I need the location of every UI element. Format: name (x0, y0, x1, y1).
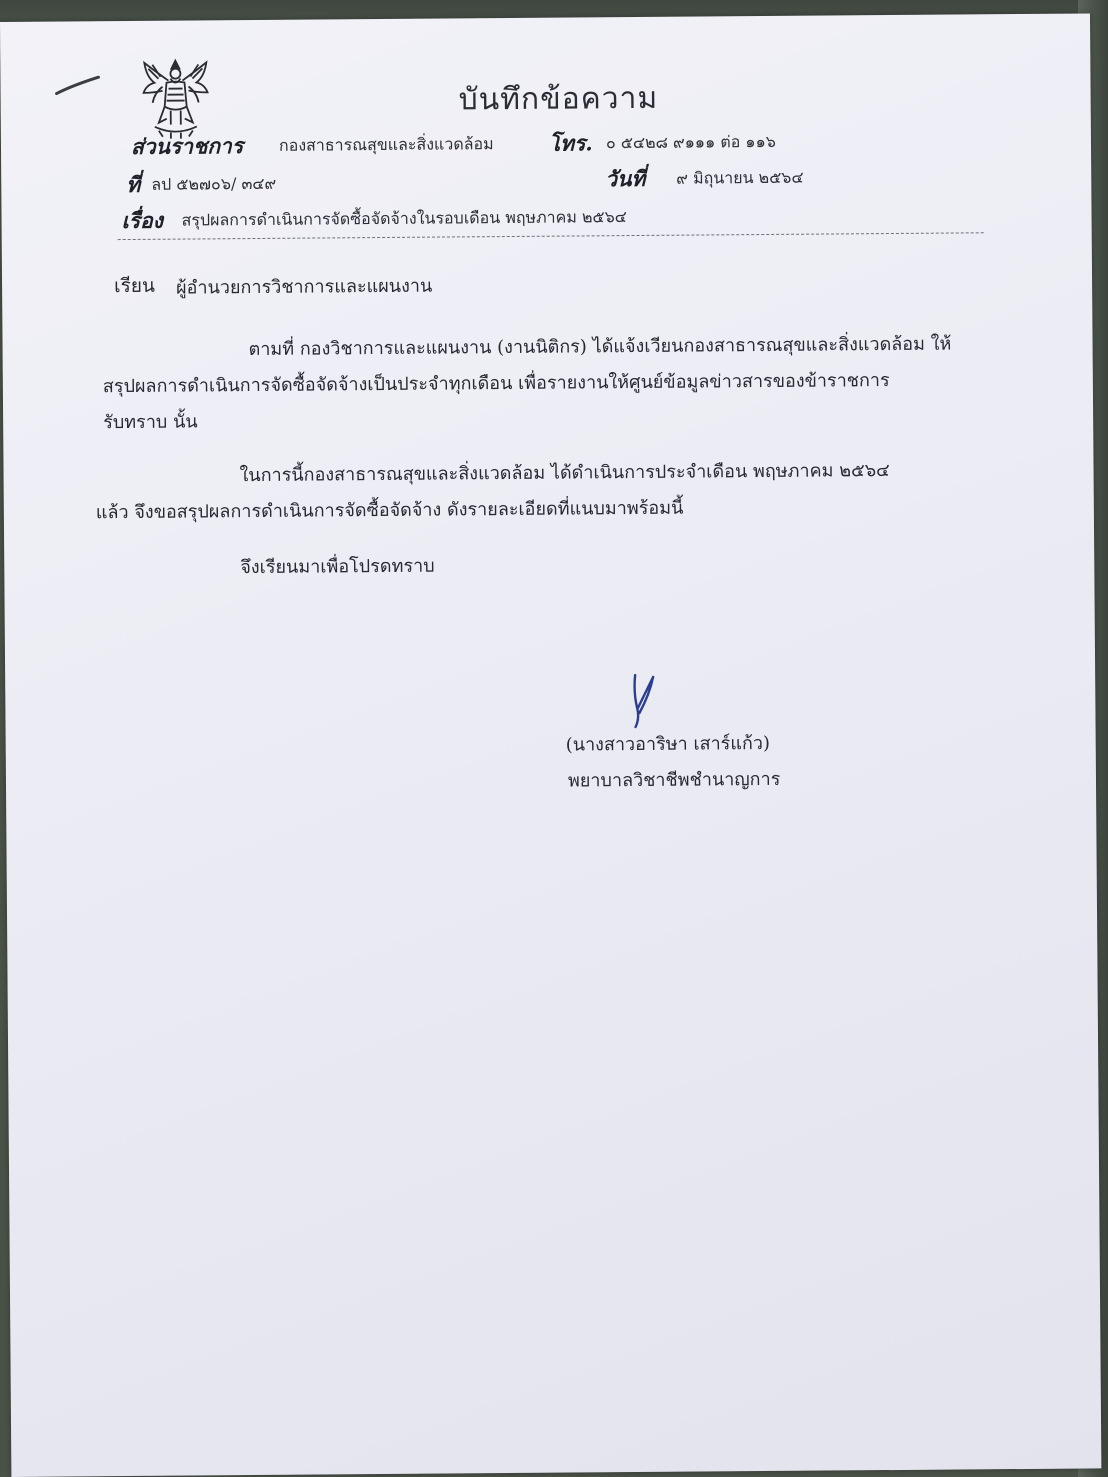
closing-line: จึงเรียนมาเพื่อโปรดทราบ (240, 555, 435, 579)
department-value: กองสาธารณสุขและสิ่งแวดล้อม (278, 134, 494, 155)
signatory-position: พยาบาลวิชาชีพชำนาญการ (567, 768, 781, 792)
subject-value: สรุปผลการดำเนินการจัดซื้อจัดจ้างในรอบเดือน พฤษภาคม ๒๕๖๔ (181, 207, 627, 230)
paragraph-2-line-2: แล้ว จึงขอสรุปผลการดำเนินการจัดซื้อจัดจ้าง ดังรายละเอียดที่แนบมาพร้อมนี้ (95, 497, 684, 524)
salutation-value: ผู้อำนวยการวิชาการและแผนงาน (176, 275, 433, 299)
garuda-emblem-icon (140, 56, 211, 141)
date-label: วันที่ (605, 165, 646, 192)
paragraph-1-line-2: สรุปผลการดำเนินการจัดซื้อจัดจ้างเป็นประจำทุกเดือน เพื่อรายงานให้ศูนย์ข้อมูลข่าวสารของข้าราชการ (102, 370, 890, 398)
ref-value: ลป ๕๒๗๐๖/ ๓๔๙ (151, 173, 277, 194)
pen-mark-stroke (52, 73, 102, 97)
phone-label: โทร. (548, 130, 593, 156)
phone-value: ๐ ๕๔๒๘ ๙๑๑๑ ต่อ ๑๑๖ (605, 131, 776, 153)
header-divider (118, 232, 984, 240)
salutation-label: เรียน (113, 274, 155, 298)
ref-label: ที่ (126, 171, 141, 198)
handwritten-signature (625, 669, 665, 731)
signatory-name: (นางสาวอาริษา เสาร์แก้ว) (565, 732, 771, 756)
date-value: ๙ มิถุนายน ๒๕๖๔ (676, 167, 804, 188)
memo-title: บันทึกข้อความ (458, 80, 659, 118)
department-label: ส่วนราชการ (130, 133, 244, 159)
subject-label: เรื่อง (121, 207, 163, 234)
memo-paper (0, 13, 1101, 1477)
paragraph-1-line-3: รับทราบ นั้น (103, 411, 198, 434)
paragraph-1-line-1: ตามที่ กองวิชาการและแผนงาน (งานนิติกร) ได้แจ้งเวียนกองสาธารณสุขและสิ่งแวดล้อม ให้ (248, 333, 952, 361)
paragraph-2-line-1: ในการนี้กองสาธารณสุขและสิ่งแวดล้อม ได้ดำเนินการประจำเดือน พฤษภาคม ๒๕๖๔ (239, 460, 890, 487)
